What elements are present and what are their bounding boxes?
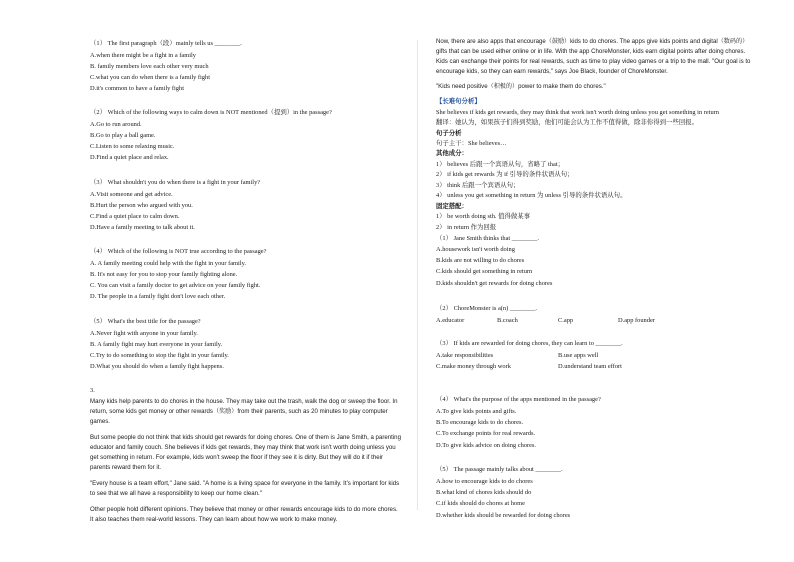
- option-a: A.how to encourage kids to do chores: [436, 478, 533, 485]
- question-stem: （1） Jane Smith thinks that ________.: [436, 235, 539, 242]
- option-b: B. A family fight may hurt everyone in your family.: [90, 341, 223, 348]
- option-b: B.To encourage kids to do chores.: [436, 419, 524, 426]
- option-c: C.To exchange points for real rewards.: [436, 430, 536, 437]
- option-b: B.coach: [497, 317, 518, 324]
- option-c: C.what you can do when there is a family fight: [90, 74, 210, 81]
- question-stem: （3） What shouldn't you do when there is a fight in your family?: [90, 179, 261, 186]
- option-a: A.take responsibilities: [436, 352, 494, 359]
- translation: 翻译：她认为，如果孩子们得到奖励，他们可能会认为工作不值得做，除非你得到一些回报。: [436, 119, 699, 126]
- option-c: C.Try to do something to stop the fight in your family.: [90, 352, 229, 359]
- option-c: C. You can visit a family doctor to get advice on your family fight.: [90, 282, 261, 289]
- passage-line: return, some kids get money or other rewards（奖励）from their parents, such as 20 minutes to play computer: [90, 408, 388, 415]
- passage-line: get something in return. For example, kids won't sweep the floor if they see it is dirty. But they will do it if their: [90, 454, 384, 461]
- option-a: A.when there might be a fight in a family: [90, 52, 196, 59]
- option-c: C.make money through work: [436, 363, 511, 370]
- option-b: B.Hurt the person who argued with you.: [90, 202, 193, 209]
- option-c: C.Find a quiet place to calm down.: [90, 213, 180, 220]
- analysis-heading: 【长难句分析】: [436, 98, 481, 105]
- passage-line: gifts that can be used either online or in life. With the app ChoreMonster, kids earn digital points after doing chores.: [436, 48, 746, 55]
- option-b: B.Go to play a ball game.: [90, 132, 156, 139]
- passage-line: But some people do not think that kids should get rewards for doing chores. One of them is Jane Smith, a parenting: [90, 434, 401, 441]
- option-d: D.whether kids should be rewarded for doing chores: [436, 512, 571, 519]
- option-a: A.Never fight with anyone in your family.: [90, 330, 198, 337]
- question-stem: （5） What's the best title for the passage?: [90, 318, 201, 325]
- component-item: 2） if kids get rewards 为 if 引导的条件状语从句；: [436, 171, 574, 178]
- option-d: D.What you should do when a family fight happens.: [90, 363, 224, 370]
- option-a: A. A family meeting could help with the fight in your family.: [90, 260, 246, 267]
- column-divider: [417, 40, 418, 510]
- main-clause: 句子主干：She believes…: [436, 140, 507, 147]
- question-stem: （2） ChoreMonster is a(n) ________.: [436, 305, 537, 312]
- passage-line: games.: [90, 418, 110, 425]
- question-stem: （1） The first paragraph（段）mainly tells us ________.: [90, 40, 242, 47]
- question-stem: （4） What's the purpose of the apps mentioned in the passage?: [436, 396, 601, 403]
- option-b: B.use apps well: [558, 352, 599, 359]
- passage-line: parents reward them for it.: [90, 464, 162, 471]
- option-b: B.kids are not willing to do chores: [436, 257, 525, 264]
- passage-line: Kids can exchange their points for real rewards, such as time to play video games or a trip to the mall. "Our goal is to: [436, 58, 751, 65]
- component-item: 4） unless you get something in return 为 unless 引导的条件状语从句。: [436, 192, 627, 199]
- option-c: C.if kids should do chores at home: [436, 500, 525, 507]
- structure-heading: 句子分析: [436, 130, 462, 137]
- option-a: A.Go to run around.: [90, 121, 142, 128]
- passage-line: It also teaches them real-world lessons. They can learn about how we work to make money.: [90, 516, 338, 523]
- option-c: C.app: [558, 317, 574, 324]
- passage-line: "Kids need positive（积极的）power to make them do chores.": [436, 83, 606, 90]
- option-d: D.app founder: [618, 317, 655, 324]
- passage-line: to see that we all have a responsibility to keep our home clean.": [90, 490, 262, 497]
- phrases-heading: 固定搭配：: [436, 203, 468, 210]
- option-a: A.Visit someone and get advice.: [90, 191, 173, 198]
- option-b: B. family members love each other very much: [90, 63, 209, 70]
- option-d: D.To give kids advice on doing chores.: [436, 442, 537, 449]
- option-a: A.To give kids points and gifts.: [436, 408, 517, 415]
- option-d: D.Find a quiet place and relax.: [90, 154, 169, 161]
- option-d: D.kids shouldn't get rewards for doing chores: [436, 280, 553, 287]
- passage-line: "Every house is a team effort," Jane said. "A home is a living space for everyone in the family. It's important for kids: [90, 480, 400, 487]
- option-d: D.Have a family meeting to talk about it.: [90, 224, 195, 231]
- passage-line: encourage kids, so they can earn rewards," says Joe Black, founder of ChoreMonster.: [436, 68, 668, 75]
- option-c: C.Listen to some relaxing music.: [90, 143, 175, 150]
- option-a: A.housework isn't worth doing: [436, 246, 515, 253]
- option-d: D. The people in a family fight don't love each other.: [90, 293, 226, 300]
- question-stem: （3） If kids are rewarded for doing chores, they can learn to ________.: [436, 340, 623, 347]
- passage-line: Other people hold different opinions. They believe that money or other rewards encourage kids to do more chores.: [90, 506, 398, 513]
- component-item: 1） believes 后跟一个宾语从句，省略了 that；: [436, 161, 564, 168]
- options-row: [436, 352, 754, 360]
- option-c: C.kids should get something in return: [436, 268, 533, 275]
- phrase-item: 1） be worth doing sth. 值得做某事: [436, 213, 531, 220]
- analysis-sentence: She believes if kids get rewards, they may think that work isn't worth doing unless you get something in return: [436, 109, 720, 116]
- components-heading: 其他成分：: [436, 150, 468, 157]
- option-b: B.what kind of chores kids should do: [436, 489, 532, 496]
- passage-line: Now, there are also apps that encourage（鼓励）kids to do chores. The apps give kids points and digital（数码的）: [436, 38, 749, 45]
- passage-line: Many kids help parents to do chores in the house. They may take out the trash, walk the dog or sweep the floor. In: [90, 398, 398, 405]
- component-item: 3） think 后跟一个宾语从句；: [436, 182, 520, 189]
- question-stem: （4） Which of the following is NOT true according to the passage?: [90, 248, 267, 255]
- option-b: B. It's not easy for you to stop your family fighting alone.: [90, 271, 238, 278]
- question-stem: （2） Which of the following ways to calm down is NOT mentioned（提到）in the passage?: [90, 109, 332, 116]
- option-d: D.it's common to have a family fight: [90, 85, 184, 92]
- question-stem: （5） The passage mainly talks about ________.: [436, 466, 563, 473]
- options-row: [436, 317, 754, 325]
- phrase-item: 2） in return 作为回报: [436, 224, 497, 231]
- section-number: 3.: [90, 387, 95, 394]
- options-row: [436, 363, 754, 371]
- passage-line: educator and family couch. She believes if kids get rewards, they may think that work isn't worth doing unless you: [90, 444, 396, 451]
- option-a: A.educator: [436, 317, 465, 324]
- option-d: D.understand team effort: [558, 363, 622, 370]
